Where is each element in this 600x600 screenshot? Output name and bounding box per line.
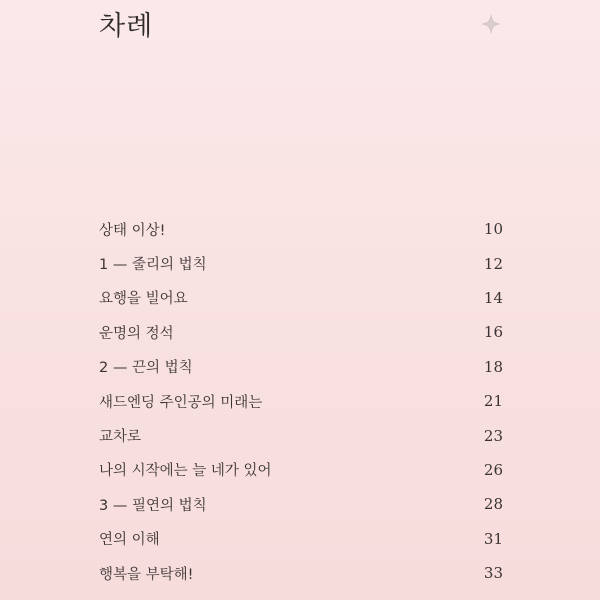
toc-entry-title: 연의 이해 (99, 532, 160, 549)
toc-entry[interactable] (99, 246, 503, 280)
toc-entry-page: 14 (483, 288, 503, 307)
toc-entry-title: 2 — 끈의 법칙 (99, 360, 193, 377)
toc-entry-page: 23 (483, 426, 503, 445)
table-of-contents (99, 212, 503, 590)
toc-entry[interactable] (99, 212, 503, 246)
toc-entry[interactable] (99, 384, 503, 418)
toc-entry-page: 12 (483, 254, 503, 273)
toc-entry-page: 28 (483, 495, 503, 514)
toc-entry-page: 31 (483, 529, 503, 548)
toc-entry-title: 1 — 줄리의 법칙 (99, 257, 207, 274)
toc-entry-title: 3 — 필연의 법칙 (99, 497, 207, 514)
toc-entry[interactable] (99, 418, 503, 452)
toc-entry-title: 교차로 (99, 429, 142, 446)
toc-entry-page: 10 (483, 220, 503, 239)
toc-entry-page: 16 (483, 323, 503, 342)
toc-entry[interactable] (99, 315, 503, 349)
toc-entry[interactable] (99, 350, 503, 384)
toc-entry-title: 새드엔딩 주인공의 미래는 (99, 394, 263, 411)
toc-entry-page: 21 (483, 392, 503, 411)
toc-entry[interactable] (99, 556, 503, 590)
page-title: 차례 (99, 11, 154, 42)
toc-entry-page: 33 (483, 564, 503, 583)
toc-entry-title: 운명의 정석 (99, 325, 174, 342)
toc-entry-title: 상태 이상! (99, 222, 166, 239)
toc-entry[interactable] (99, 453, 503, 487)
toc-entry[interactable] (99, 487, 503, 521)
toc-entry-page: 18 (483, 357, 503, 376)
toc-entry-page: 26 (483, 460, 503, 479)
toc-entry[interactable] (99, 281, 503, 315)
four-point-star-icon (481, 14, 501, 34)
toc-entry-title: 요행을 빌어요 (99, 291, 188, 308)
toc-entry-title: 행복을 부탁해! (99, 566, 194, 583)
toc-entry-title: 나의 시작에는 늘 네가 있어 (99, 463, 272, 480)
toc-entry[interactable] (99, 522, 503, 556)
